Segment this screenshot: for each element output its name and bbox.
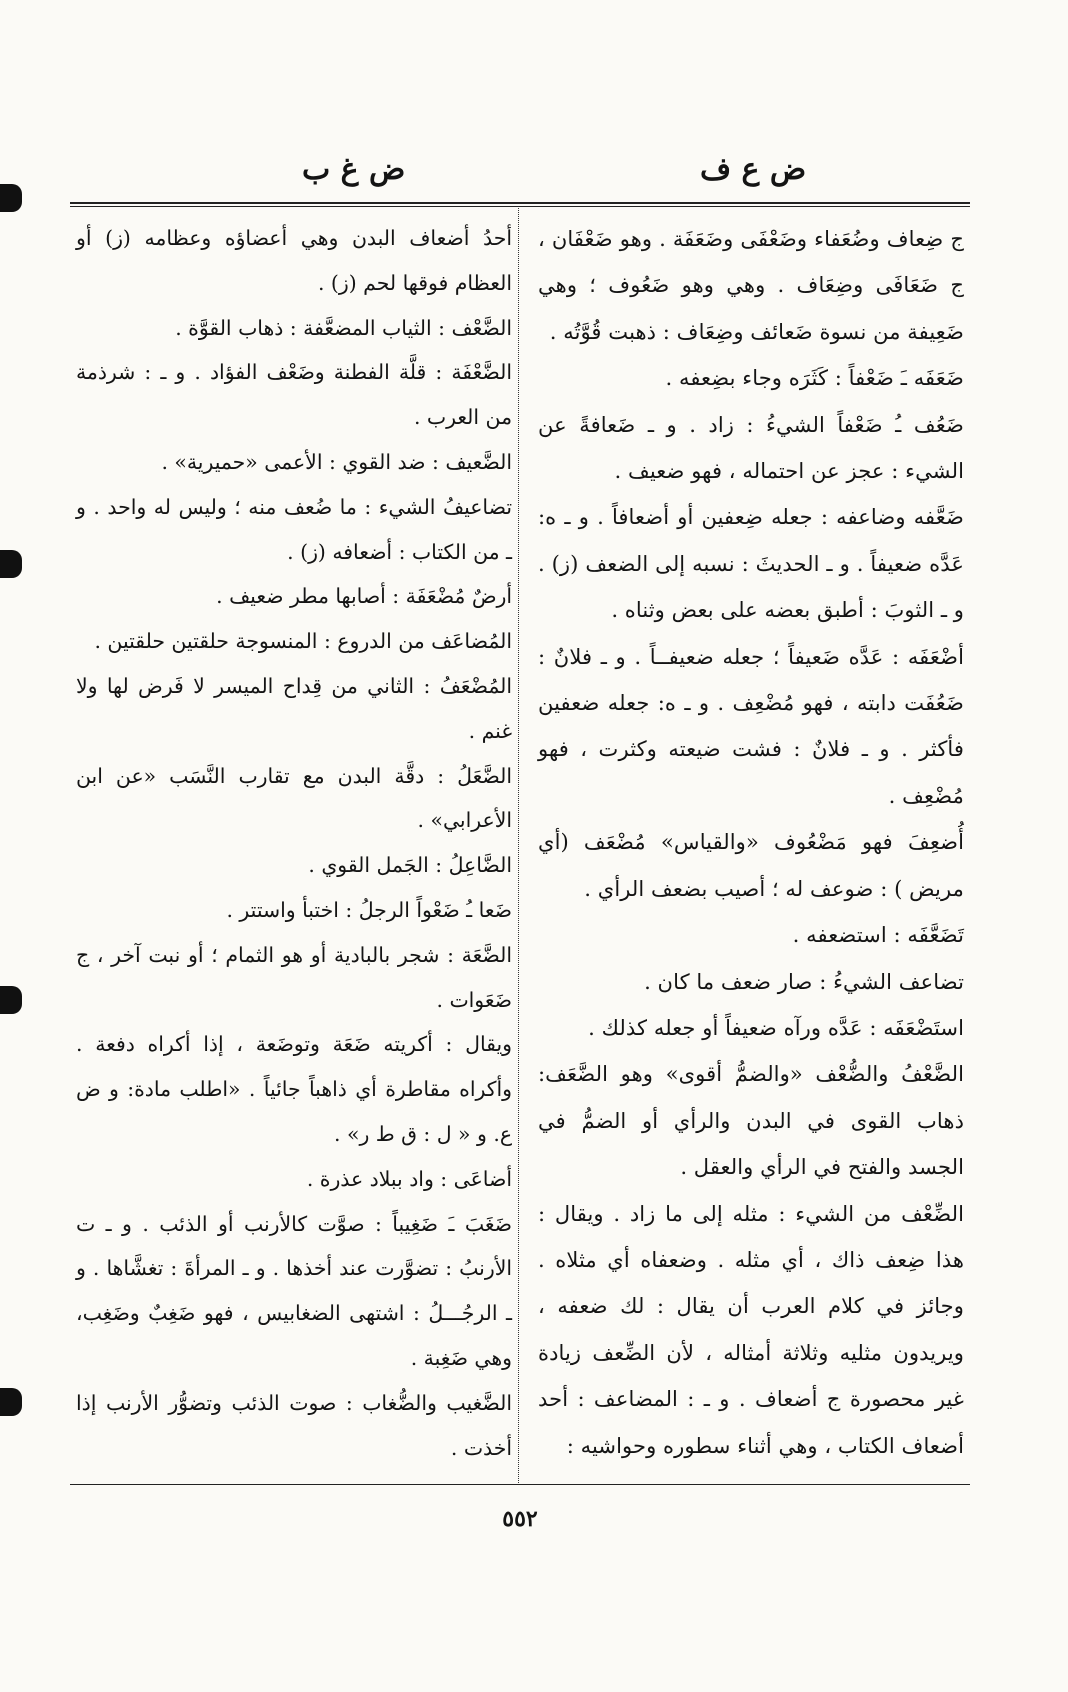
left-column bbox=[76, 216, 512, 1470]
scan-mark-1 bbox=[0, 184, 22, 212]
entry-paragraph: الضَّعْف : الثياب المضعَّفة : ذهاب القوَّة . bbox=[175, 315, 512, 340]
right-column bbox=[538, 216, 964, 1469]
entry-paragraph: أحدُ أضعاف البدن وهي أعضاؤه وعظامه (ز) أو العظام فوقها لحم (ز) . bbox=[76, 226, 512, 295]
column-divider bbox=[518, 208, 519, 1483]
entry-paragraph: أُضعِفَ فهو مَضْعُوف «والقياس» مُضْعَف (أي مريض ) : ضوعف له ؛ أصيب بضعف الرأي . bbox=[538, 829, 964, 901]
entry-paragraph: استَضْعَفَه : عَدَّه ورآه ضعيفاً أو جعله كذلك . bbox=[588, 1014, 964, 1040]
entry-paragraph: ضَعا ـُ ضَعْواً الرجلُ : اختبأ واستتر . bbox=[226, 897, 512, 922]
entry-paragraph: الضَّعْفَة : قلَّة الفطنة وضَعْف الفؤاد . و ـ : شرذمة من العرب . bbox=[76, 360, 512, 430]
entry-paragraph: أضاعَى : واد ببلاد عذرة . bbox=[306, 1166, 512, 1191]
scan-mark-3 bbox=[0, 986, 22, 1014]
running-head-left: ض غ ب bbox=[302, 152, 406, 187]
entry-paragraph: تضاعف الشيءُ : صار ضعف ما كان . bbox=[644, 968, 964, 994]
entry-paragraph: ويقال : أكريته ضَعَة وتوضَعة ، إذا أكراه دفعة . وأكراه مقاطرة أي ذاهباً جائياً . «اطلب مادة: و ض ع. و « ل : ق ط ر» . bbox=[76, 1032, 512, 1146]
entry-paragraph: الضِّعْف من الشيء : مثله إلى ما زاد . ويقال : هذا ضِعف ذاك ، أي مثله . وضعفاه أي مثلاه . وجائز في كلام العرب أن يقال : لك ضعفه ، ويريدون مثليه وثلاثة أمثاله ، لأن الضِّعف زيادة غير محصورة ج أضعاف . و ـ : المضاعف : أحد أضعاف الكتاب ، وهي أثناء سطوره وحواشيه : bbox=[538, 1200, 964, 1458]
running-head-right: ض ع ف bbox=[700, 152, 807, 187]
entry-paragraph: المُضْعَفُ : الثاني من قِداح الميسر لا فَرض لها ولا غنم . bbox=[76, 673, 512, 743]
bottom-rule bbox=[70, 1484, 970, 1485]
entry-paragraph: الضَّعْفُ والضُّعْف «والضمُّ أقوى» وهو الضَّعَف: ذهاب القوى في البدن والرأي أو الضمُّ في الجسد والفتح في الرأي والعقل . bbox=[538, 1061, 964, 1180]
scan-mark-4 bbox=[0, 1388, 22, 1416]
entry-paragraph: ضَعَفَه ـَ ضَعْفاً : كَثَرَه وجاء بضِعفه . bbox=[665, 365, 964, 391]
scan-mark-2 bbox=[0, 550, 22, 578]
entry-paragraph: أرضٌ مُضْعَفَة : أصابها مطر ضعيف . bbox=[216, 584, 512, 609]
top-rule bbox=[70, 202, 970, 204]
entry-paragraph: الضَّعَة : شجر بالبادية أو هو الثمام ؛ أو نبت آخر ، ج ضَعَوات . bbox=[76, 942, 512, 1012]
entry-paragraph: الضَّغيب والضُّغاب : صوت الذئب وتضوُّر الأرنب إذا أخذت . bbox=[76, 1390, 512, 1460]
top-rule-thin bbox=[70, 206, 970, 207]
entry-paragraph: ج ضِعاف وضُعَفاء وضَعْفَى وضَعَفَة . وهو ضَعْفَان ، ج ضَعَافَى وضِعَاف . وهي وهو ضَعُوف ؛ وهي ضَعِيفة من نسوة ضَعائف وضِعَاف : ذهبت قُوَّتُه . bbox=[538, 226, 964, 344]
page-number: ٥٥٢ bbox=[502, 1506, 538, 1532]
entry-paragraph: ضَغَبَ ـَ ضَغِيباً : صوَّت كالأرنب أو الذئب . و ـ ت الأرنبُ : تضوَّرت عند أخذها . و ـ المرأةَ : تغشَّاها . و ـ الرجُـــلُ : اشتهى الضغابيس ، فهو ضَغِبٌ وضَغِب، وهي ضَغِبة . bbox=[76, 1211, 512, 1370]
entry-paragraph: الضَّعَلُ : دقَّة البدن مع تقارب النَّسَب «عن ابن الأعرابي» . bbox=[76, 763, 512, 833]
entry-paragraph: ضَعُف ـُ ضَعْفاً الشيءُ : زاد . و ـ ضَعافةً عن الشيء : عجز عن احتماله ، فهو ضعيف . bbox=[538, 411, 964, 484]
entry-paragraph: تضاعيفُ الشيء : ما ضُعف منه ؛ وليس له واحد . و ـ من الكتاب : أضعافه (ز) . bbox=[76, 494, 512, 564]
entry-paragraph: تَضَعَّفَه : استضعفه . bbox=[792, 922, 964, 948]
entry-paragraph: ضَعَّفه وضاعفه : جعله ضِعفين أو أضعافاً . و ـ ه: عَدَّه ضعيفاً . و ـ الحديثَ : نسبه إلى الضعف (ز) . و ـ الثوبَ : أطبق بعضه على بعض وثناه . bbox=[538, 504, 964, 623]
entry-paragraph: المُضاعَف من الدروع : المنسوجة حلقتين حلقتين . bbox=[94, 629, 512, 654]
entry-paragraph: أضْعَفَه : عَدَّه ضَعيفاً ؛ جعله ضعيفــاً . و ـ فلانٌ : ضَعُفَت دابته ، فهو مُضْعِف . و ـ ه: جعله ضعفين فأكثر . و ـ فلانٌ : فشت ضيعته وكثرت ، فهو مُضْعِف . bbox=[538, 643, 964, 808]
entry-paragraph: الضَّاعِلُ : الجَمل القوي . bbox=[308, 853, 512, 878]
entry-paragraph: الضَّعيف : ضد القوي : الأعمى «حميرية» . bbox=[161, 449, 512, 474]
